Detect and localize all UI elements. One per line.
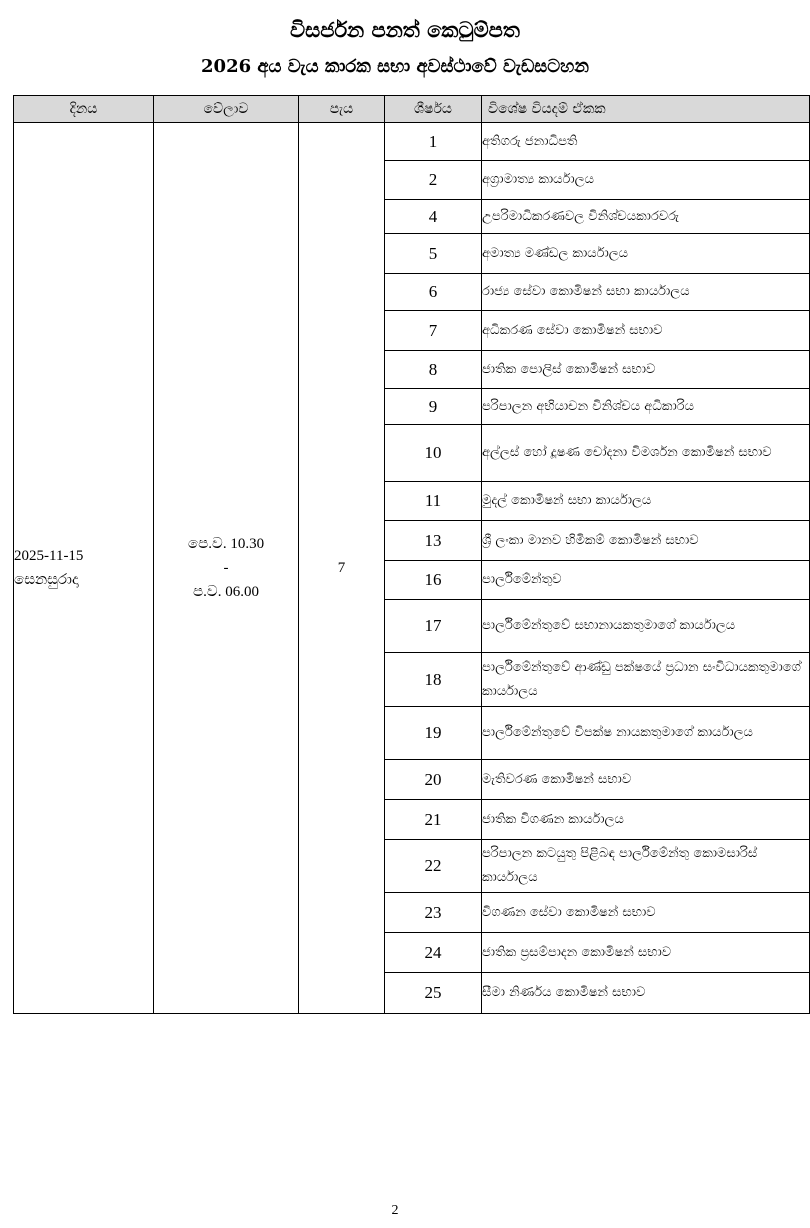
expenditure-unit: ජාතික පොලිස් කොමිෂන් සභාව: [482, 351, 810, 389]
head-number: 23: [385, 893, 482, 933]
expenditure-unit: අල්ලස් හෝ දූෂණ චෝදනා විමර්ශන කොමිෂන් සභාව: [482, 425, 810, 482]
schedule-table: [13, 95, 810, 1014]
expenditure-unit: පාර්ලිමේන්තුව: [482, 561, 810, 600]
session-time-start: පෙ.ව. 10.30: [187, 536, 265, 552]
expenditure-unit: මැතිවරණ කොමිෂන් සභාව: [482, 760, 810, 800]
head-number: 22: [385, 840, 482, 893]
document-subtitle: 2026 අය වැය කාරක සභා අවස්ථාවේ වැඩසටහන: [201, 56, 589, 77]
head-number: 4: [385, 200, 482, 234]
table-row: [14, 123, 810, 161]
expenditure-unit: පරිපාලන කටයුතු පිළිබඳ පාර්ලිමේන්තු කොමසාරිස් කාර්යාලය: [482, 840, 810, 893]
session-hours-cell: [299, 123, 385, 1014]
head-number: 20: [385, 760, 482, 800]
column-header-unit: විශේෂ වියදම් ඒකක: [482, 96, 810, 123]
session-time-end: ප.ව. 06.00: [193, 584, 259, 600]
expenditure-unit: ජාතික ප්‍රසම්පාදන කොමිෂන් සභාව: [482, 933, 810, 973]
head-number: 9: [385, 389, 482, 425]
expenditure-unit: අග්‍රාමාත්‍ය කාර්යාලය: [482, 161, 810, 200]
head-number: 24: [385, 933, 482, 973]
head-number: 17: [385, 600, 482, 653]
expenditure-unit: මුදල් කොමිෂන් සභා කාර්යාලය: [482, 482, 810, 521]
expenditure-unit: අතිගරු ජනාධිපති: [482, 123, 810, 161]
expenditure-unit: පාර්ලිමේන්තුවේ සභානායකතුමාගේ කාර්යාලය: [482, 600, 810, 653]
head-number: 2: [385, 161, 482, 200]
column-header-time: වේලාව: [154, 96, 299, 123]
expenditure-unit: පරිපාලන අභියාචන විනිශ්චය අධිකාරිය: [482, 389, 810, 425]
document-title: විසර්ජන පනත් කෙටුම්පත: [290, 17, 520, 42]
expenditure-unit: උපරිමාධිකරණවල විනිශ්චයකාරවරු: [482, 200, 810, 234]
head-number: 11: [385, 482, 482, 521]
expenditure-unit: විගණන සේවා කොමිෂන් සභාව: [482, 893, 810, 933]
head-number: 18: [385, 653, 482, 707]
head-number: 19: [385, 707, 482, 760]
expenditure-unit: පාර්ලිමේන්තුවේ ආණ්ඩු පක්ෂයේ ප්‍රධාන සංවිධායකතුමාගේ කාර්යාලය: [482, 653, 810, 707]
session-time-cell: [154, 123, 299, 1014]
head-number: 16: [385, 561, 482, 600]
page-number: 2: [391, 1203, 399, 1218]
column-header-date: දිනය: [14, 96, 154, 123]
table-body: [14, 123, 810, 1014]
table-header-row: [14, 96, 810, 123]
head-number: 10: [385, 425, 482, 482]
session-weekday: සෙනසුරාදා: [14, 572, 79, 588]
session-date-cell: [14, 123, 154, 1014]
expenditure-unit: අධිකරණ සේවා කොමිෂන් සභාව: [482, 311, 810, 351]
head-number: 21: [385, 800, 482, 840]
session-time-separator: -: [223, 560, 229, 576]
column-header-head: ශීර්ෂය: [385, 96, 482, 123]
expenditure-unit: ශ්‍රී ලංකා මානව හිමිකම් කොමිෂන් සභාව: [482, 521, 810, 561]
head-number: 7: [385, 311, 482, 351]
head-number: 8: [385, 351, 482, 389]
head-number: 25: [385, 973, 482, 1014]
head-number: 5: [385, 234, 482, 274]
expenditure-unit: ජාතික විගණන කාර්යාලය: [482, 800, 810, 840]
column-header-hours: පැය: [299, 96, 385, 123]
head-number: 13: [385, 521, 482, 561]
head-number: 6: [385, 274, 482, 311]
expenditure-unit: අමාත්‍ය මණ්ඩල කාර්යාලය: [482, 234, 810, 274]
expenditure-unit: පාර්ලිමේන්තුවේ විපක්ෂ නායකතුමාගේ කාර්යාලය: [482, 707, 810, 760]
session-date: 2025-11-15: [14, 548, 84, 564]
expenditure-unit: සීමා නිර්ණය කොමිෂන් සභාව: [482, 973, 810, 1014]
session-hours: 7: [337, 560, 346, 576]
head-number: 1: [385, 123, 482, 161]
expenditure-unit: රාජ්‍ය සේවා කොමිෂන් සභා කාර්යාලය: [482, 274, 810, 311]
